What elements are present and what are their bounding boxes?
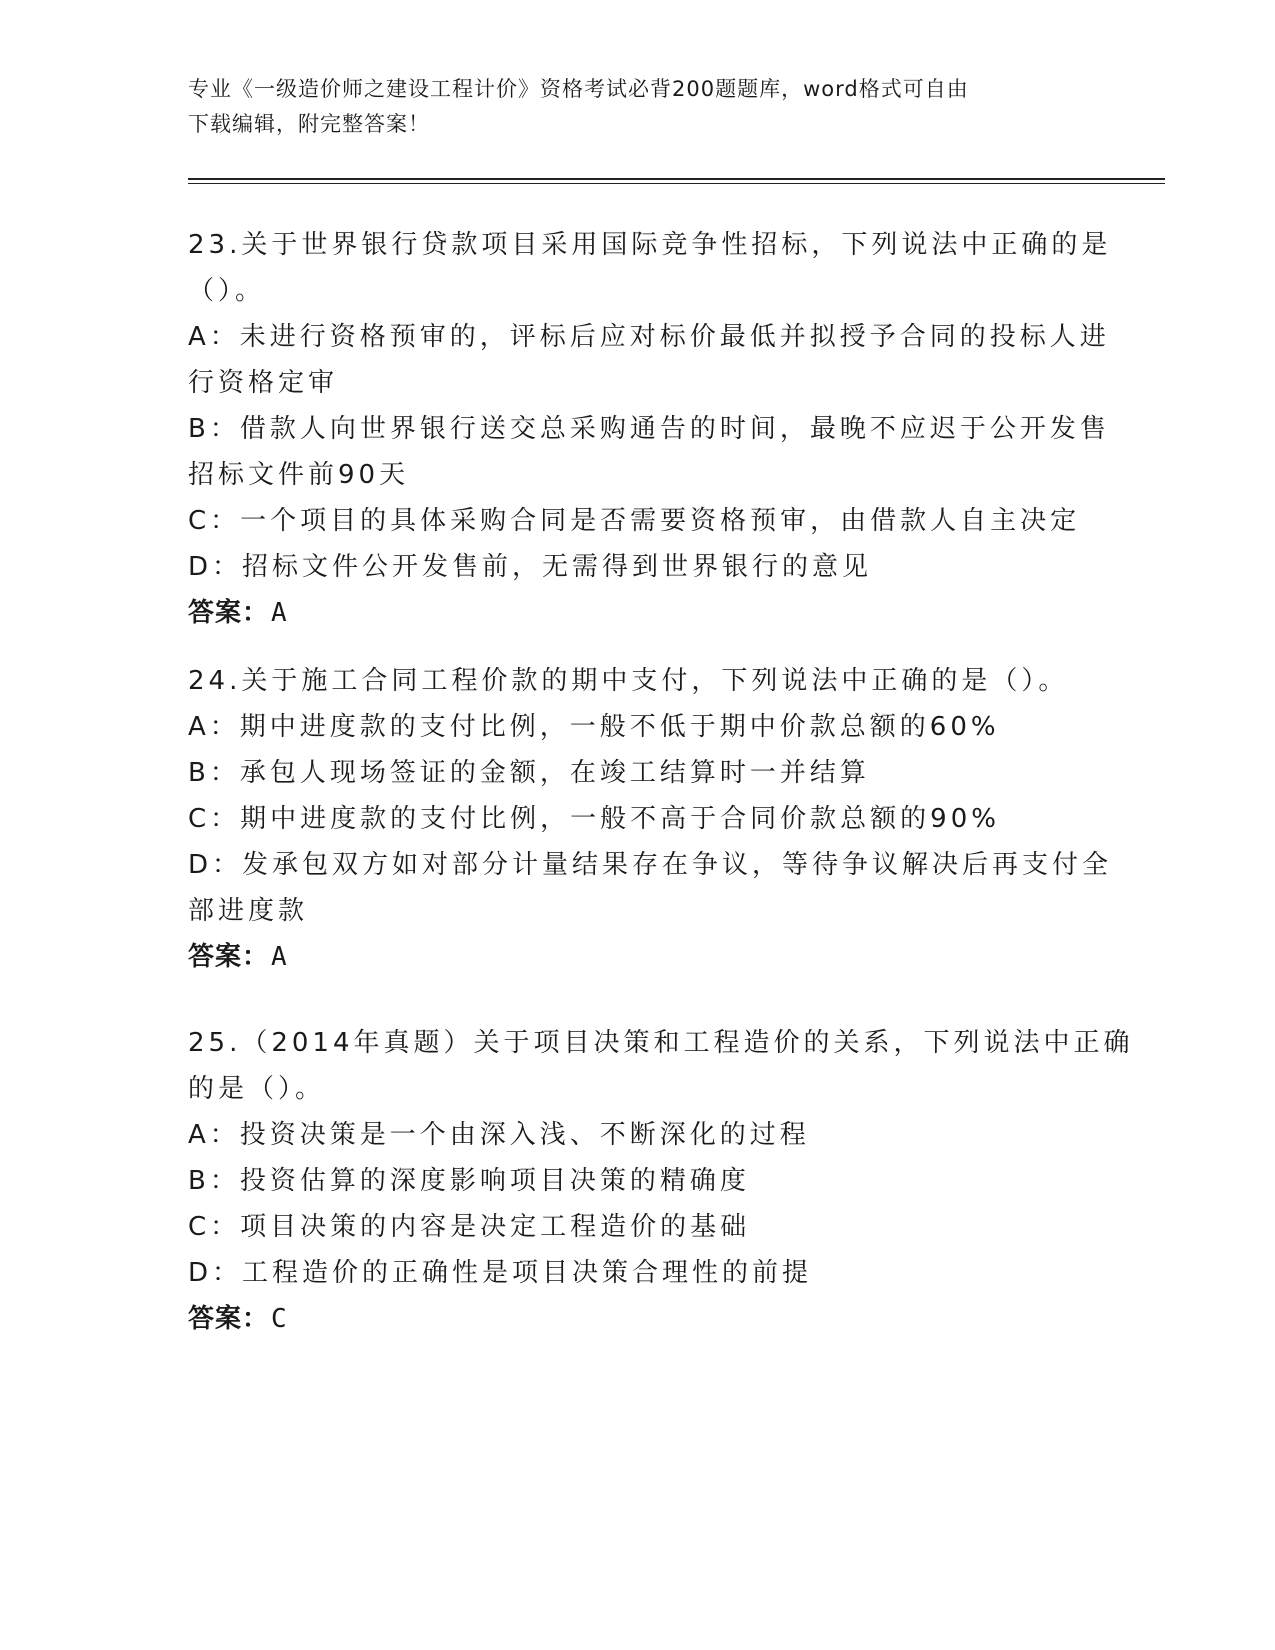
answer: [188, 934, 1088, 980]
option-d: 部进度款: [188, 896, 309, 926]
document-header: [188, 72, 1088, 142]
option-a: A：未进行资格预审的，评标后应对标价最低并拟授予合同的投标人进: [188, 322, 1110, 352]
answer-value: A: [271, 598, 288, 628]
question-25: [188, 1020, 1134, 1342]
option-d: D：工程造价的正确性是项目决策合理性的前提: [188, 1258, 813, 1288]
header-line: 专业《一级造价师之建设工程计价》资格考试必背200题题库，word格式可自由: [188, 77, 969, 101]
option-b: B：投资估算的深度影响项目决策的精确度: [188, 1166, 750, 1196]
question-stem: 24.关于施工合同工程价款的期中支付，下列说法中正确的是（）。: [188, 666, 1069, 696]
answer-value: A: [271, 942, 288, 972]
option-c: C：期中进度款的支付比例，一般不高于合同价款总额的90%: [188, 804, 1000, 834]
answer-label: 答案：: [188, 942, 270, 972]
question-stem: 25.（2014年真题）关于项目决策和工程造价的关系，下列说法中正确: [188, 1028, 1134, 1058]
answer: [188, 590, 1088, 636]
option-c: C：项目决策的内容是决定工程造价的基础: [188, 1212, 751, 1242]
option-a: 行资格定审: [188, 368, 339, 398]
answer: [188, 1296, 1088, 1342]
header-divider-thick: [188, 178, 1165, 180]
answer-label: 答案：: [188, 598, 270, 628]
option-c: C：一个项目的具体采购合同是否需要资格预审，由借款人自主决定: [188, 506, 1081, 536]
option-b: B：借款人向世界银行送交总采购通告的时间，最晚不应迟于公开发售: [188, 414, 1110, 444]
option-d: D：招标文件公开发售前，无需得到世界银行的意见: [188, 552, 873, 582]
question-stem: 23.关于世界银行贷款项目采用国际竞争性招标，下列说法中正确的是: [188, 230, 1112, 260]
answer-value: C: [271, 1304, 288, 1334]
question-24: [188, 658, 1113, 980]
option-d: D：发承包双方如对部分计量结果存在争议，等待争议解决后再支付全: [188, 850, 1113, 880]
option-a: A：期中进度款的支付比例，一般不低于期中价款总额的60%: [188, 712, 1000, 742]
option-b: B：承包人现场签证的金额，在竣工结算时一并结算: [188, 758, 870, 788]
header-divider-thin: [188, 183, 1165, 184]
question-stem: 的是（）。: [188, 1074, 326, 1104]
header-line: 下载编辑，附完整答案！: [188, 112, 430, 136]
question-stem: （）。: [188, 276, 266, 306]
option-b: 招标文件前90天: [188, 460, 410, 490]
question-23: [188, 222, 1112, 636]
option-a: A：投资决策是一个由深入浅、不断深化的过程: [188, 1120, 810, 1150]
answer-label: 答案：: [188, 1304, 270, 1334]
